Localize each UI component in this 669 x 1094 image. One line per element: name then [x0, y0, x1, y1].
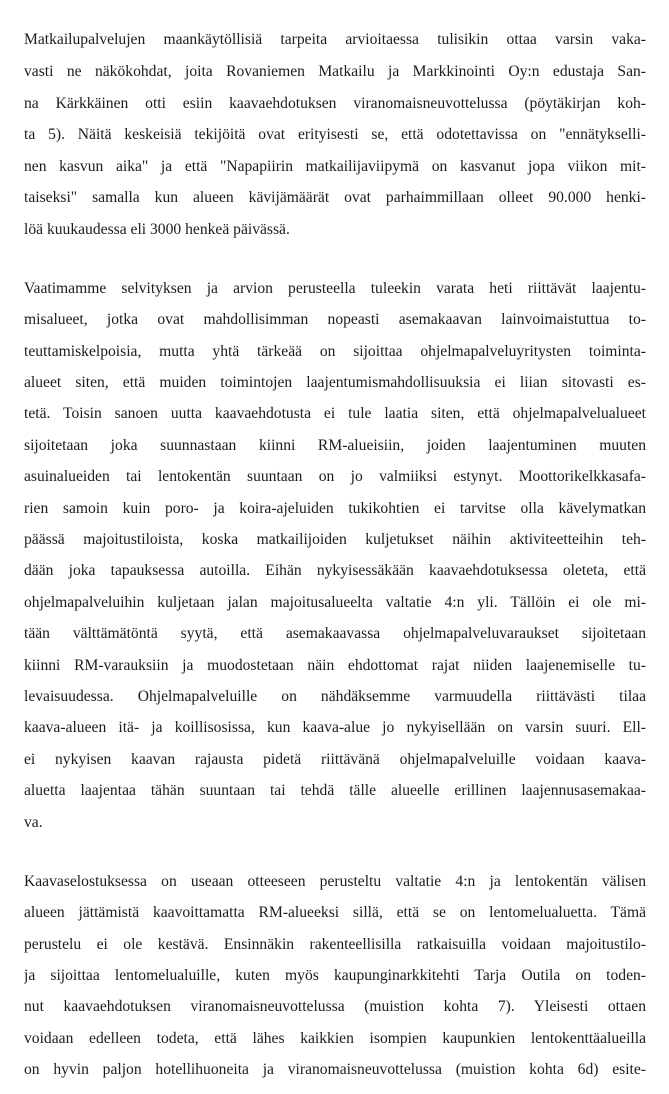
text-line: voidaan edelleen todeta, että lähes kaikkien isompien kaupunkien lentokenttäalueilla	[24, 1030, 646, 1047]
text-line: kaava-alueen itä- ja koillisosissa, kun kaava-alue jo nykyisellään on varsin suuri. Ell-	[24, 719, 646, 736]
text-line: Kaavaselostuksessa on useaan otteeseen perusteltu valtatie 4:n ja lentokentän välisen	[24, 873, 646, 890]
text-line: Matkailupalvelujen maankäytöllisiä tarpeita arvioitaessa tulisikin ottaa varsin vaka-	[24, 31, 646, 48]
text-line: asuinalueiden tai lentokentän suuntaan on jo valmiiksi estynyt. Moottorikelkkasafa-	[24, 468, 646, 485]
text-line: rien samoin kuin poro- ja koira-ajeluiden tukikohtien ei tarvitse olla kävelymatkan	[24, 500, 646, 517]
text-line: ohjelmapalveluihin kuljetaan jalan majoitusalueelta valtatie 4:n yli. Tällöin ei ole mi-	[24, 594, 646, 611]
text-line: perustelu ei ole kestävä. Ensinnäkin rakenteellisilla ratkaisuilla voidaan majoitustilo-	[24, 936, 646, 953]
text-line: on hyvin paljon hotellihuoneita ja viranomaisneuvottelussa (muistion kohta 6d) esite-	[24, 1061, 646, 1078]
text-line: ta 5). Näitä keskeisiä tekijöitä ovat erityisesti se, että odotettavissa on "ennätykselli-	[24, 126, 646, 143]
text-line: va.	[24, 814, 43, 831]
text-line: nen kasvun aika" ja että "Napapiirin matkailijaviipymä on kasvanut jopa viikon mit-	[24, 158, 646, 175]
text-line: teuttamiskelpoisia, mutta yhtä tärkeää on sijoittaa ohjelmapalveluyritysten toiminta-	[24, 343, 646, 360]
text-line: Vaatimamme selvityksen ja arvion perusteella tuleekin varata heti riittävät laajentu-	[24, 280, 646, 297]
text-line: misalueet, jotka ovat mahdollisimman nopeasti asemakaavan lainvoimaistuttua to-	[24, 311, 646, 328]
text-line: na Kärkkäinen otti esiin kaavaehdotuksen viranomaisneuvottelussa (pöytäkirjan koh-	[24, 95, 646, 112]
text-line: sijoitetaan joka suunnastaan kiinni RM-alueisiin, joiden laajentuminen muuten	[24, 437, 646, 454]
text-line: alueen jättämistä kaavoittamatta RM-alueeksi sillä, että se on lentomelualuetta. Tämä	[24, 904, 646, 921]
text-line: alueet siten, että muiden toimintojen laajentumismahdollisuuksia ei liian sitovasti es-	[24, 374, 646, 391]
text-line: tään välttämätöntä syytä, että asemakaavassa ohjelmapalveluvaraukset sijoitetaan	[24, 625, 646, 642]
text-line: levaisuudessa. Ohjelmapalveluille on nähdäksemme varmuudella riittävästi tilaa	[24, 688, 646, 705]
text-line: taiseksi" samalla kun alueen kävijämäärät ovat parhaimmillaan olleet 90.000 henki-	[24, 189, 646, 206]
text-line: ei nykyisen kaavan rajausta pidetä riittävänä ohjelmapalveluille voidaan kaava-	[24, 751, 646, 768]
text-line: löä kuukaudessa eli 3000 henkeä päivässä.	[24, 221, 290, 238]
text-line: kiinni RM-varauksiin ja muodostetaan näin ehdottomat rajat niiden laajenemiselle tu-	[24, 657, 646, 674]
text-line: ja sijoittaa lentomelualuille, kuten myös kaupunginarkkitehti Tarja Outila on toden-	[24, 967, 646, 984]
text-line: nut kaavaehdotuksen viranomaisneuvottelussa (muistion kohta 7). Yleisesti ottaen	[24, 998, 646, 1015]
text-line: päässä majoitustiloista, koska matkailijoiden kuljetukset näihin aktiviteetteihin teh-	[24, 531, 646, 548]
text-line: dään joka tapauksessa autoilla. Eihän nykyisessäkään kaavaehdotuksessa oleteta, että	[24, 562, 646, 579]
text-line: tetä. Toisin sanoen uutta kaavaehdotusta ei tule laatia siten, että ohjelmapalvelualueet	[24, 405, 646, 422]
text-line: vasti ne näkökohdat, joita Rovaniemen Matkailu ja Markkinointi Oy:n edustaja San-	[24, 63, 646, 80]
text-line: aluetta laajentaa tähän suuntaan tai tehdä tälle alueelle erillinen laajennusasemakaa-	[24, 782, 646, 799]
